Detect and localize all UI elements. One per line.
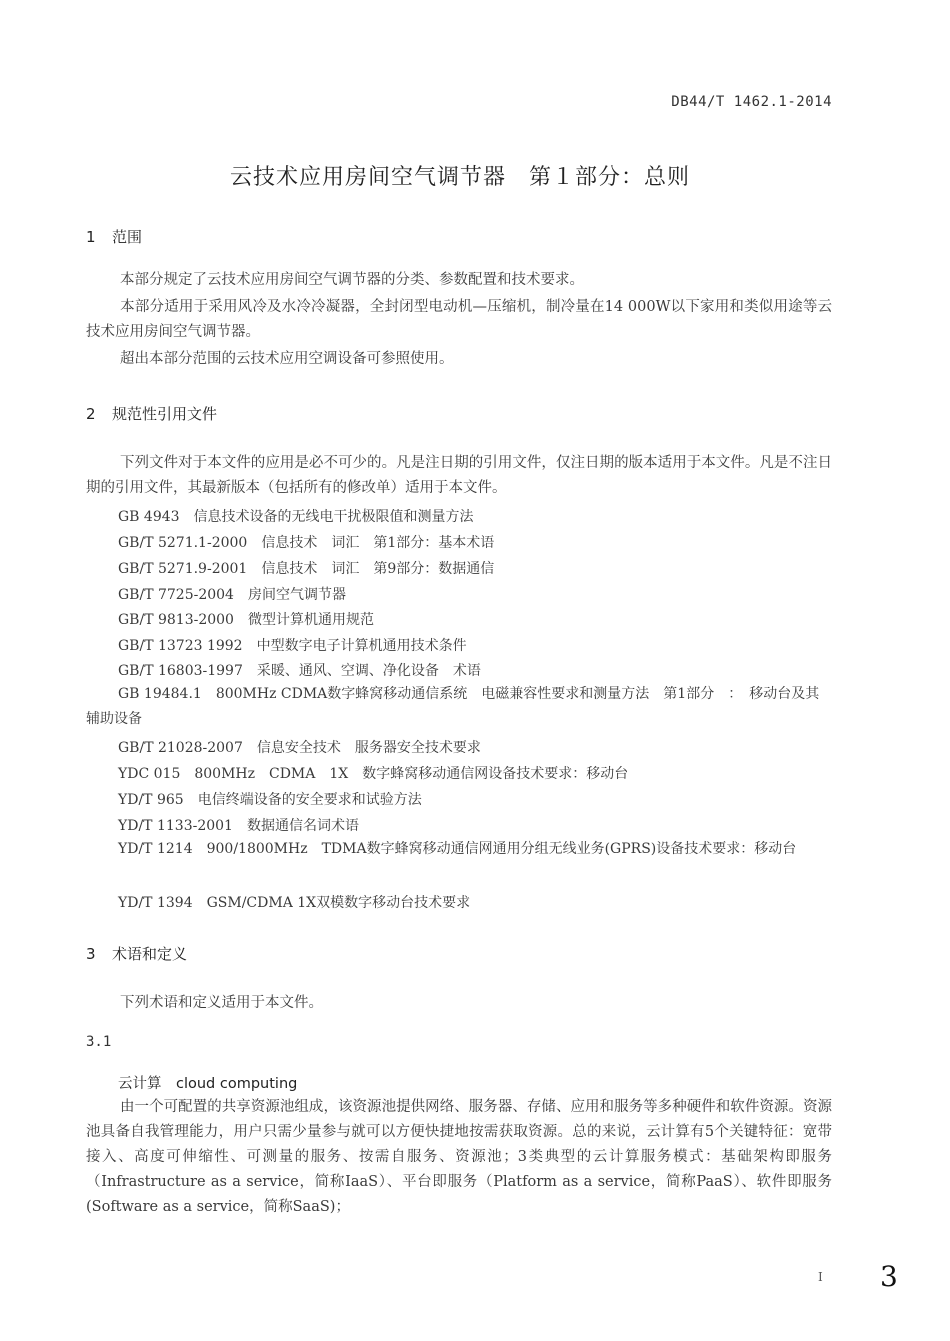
reference-item: GB/T 5271.1-2000 信息技术 词汇 第1部分：基本术语 [118,535,495,551]
page-number: 3 [880,1260,898,1293]
reference-item: GB/T 16803-1997 采暖、通风、空调、净化设备 术语 [118,663,481,679]
page-mark: I [818,1270,823,1284]
reference-item: GB/T 21028-2007 信息安全技术 服务器安全技术要求 [118,740,481,756]
reference-item: GB/T 13723 1992 中型数字电子计算机通用技术条件 [118,638,467,654]
reference-item: YD/T 1133-2001 数据通信名词术语 [118,818,359,834]
section-number: 1 [86,228,96,246]
section-number: 2 [86,405,96,423]
paragraph: 下列术语和定义适用于本文件。 [120,995,323,1011]
paragraph: 下列文件对于本文件的应用是必不可少的。凡是注日期的引用文件，仅注日期的版本适用于本文件。凡是不注日期的引用文件，其最新版本（包括所有的修改单）适用于本文件。 [86,455,832,496]
section-title: 术语和定义 [112,945,188,963]
reference-item: YD/T 1214 900/1800MHz TDMA数字蜂窝移动通信网通用分组无线业务(GPRS)设备技术要求：移动台 [118,841,797,857]
reference-item: GB/T 9813-2000 微型计算机通用规范 [118,612,374,628]
section-2-heading [86,403,217,424]
term-heading: 云计算 cloud computing [118,1076,298,1092]
reference-item: YD/T 965 电信终端设备的安全要求和试验方法 [118,792,422,808]
clause-number: 3.1 [86,1034,112,1050]
section-title: 范围 [112,228,143,246]
document-code: DB44/T 1462.1-2014 [671,94,832,110]
reference-item: GB 19484.1 800MHz CDMA数字蜂窝移动通信系统 电磁兼容性要求和测量方法 第1部分 ： 移动台及其辅助设备 [86,686,820,727]
paragraph: 本部分适用于采用风冷及水冷冷凝器，全封闭型电动机—压缩机，制冷量在14 000W以下家用和类似用途等云技术应用房间空气调节器。 [86,299,832,340]
paragraph: 超出本部分范围的云技术应用空调设备可参照使用。 [120,351,454,367]
reference-item: GB/T 5271.9-2001 信息技术 词汇 第9部分：数据通信 [118,561,495,577]
reference-item: YDC 015 800MHz CDMA 1X 数字蜂窝移动通信网设备技术要求：移动台 [118,766,629,782]
section-title: 规范性引用文件 [112,405,218,423]
reference-item: GB/T 7725-2004 房间空气调节器 [118,587,346,603]
page-title: 云技术应用房间空气调节器 第１部分：总则 [229,165,690,190]
section-number: 3 [86,945,96,963]
reference-item: GB 4943 信息技术设备的无线电干扰极限值和测量方法 [118,509,474,525]
reference-item: YD/T 1394 GSM/CDMA 1X双模数字移动台技术要求 [118,895,471,911]
term-definition: 由一个可配置的共享资源池组成，该资源池提供网络、服务器、存储、应用和服务等多种硬件和软件资源。资源池具备自我管理能力，用户只需少量参与就可以方便快捷地按需获取资源。总的来说，云计算有5个关键特征：宽带接入、高度可伸缩性、可测量的服务、按需自服务、资源池；3类典型的云计算服务模式：基础架构即服务（Infrastructure as a service，简称IaaS）、平台即服务（Platform as a service，简称PaaS）、软件即服务(Software as a service，简称SaaS)； [86,1099,832,1215]
section-1-heading [86,226,142,247]
section-3-heading [86,943,187,964]
paragraph: 本部分规定了云技术应用房间空气调节器的分类、参数配置和技术要求。 [120,272,584,288]
